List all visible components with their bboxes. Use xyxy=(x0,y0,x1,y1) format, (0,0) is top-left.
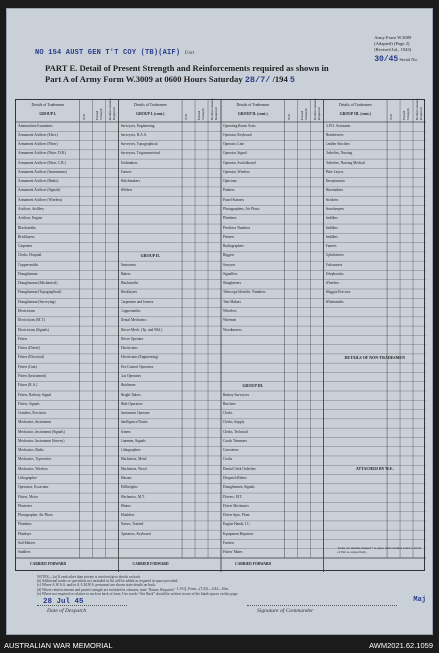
trade-row-label: Moulders xyxy=(120,513,135,518)
trade-row-label: Vulcanisers xyxy=(325,262,343,267)
signature-label: Signature of Commander xyxy=(257,608,314,614)
unit-typed: NO 154 AUST GEN T'T COY (TB)(AIF) xyxy=(35,49,181,57)
trade-row-label: Fitters, Motor xyxy=(18,494,38,499)
trade-row-label: Armament Artificer (Fitter, C.R.) xyxy=(18,160,66,165)
trade-row-label: Clerks, Supply xyxy=(223,420,245,425)
footer-accession: AWM2021.62.1059 xyxy=(369,641,433,650)
trade-row-label: Blacksmiths xyxy=(120,281,139,286)
trade-row-label: Operator, Switchboard xyxy=(223,160,256,165)
trade-row-label: Operators, Excavator xyxy=(18,485,49,490)
trade-row-label: Bricklayers xyxy=(18,234,35,239)
trade-row-label: Equipment Repairers xyxy=(223,531,254,536)
trade-row-label: Pastel Stainers xyxy=(223,197,245,202)
trade-row-label: Blacksmiths xyxy=(18,225,36,230)
trade-row-label: Fitters xyxy=(18,336,28,341)
trade-row-label: Saddlers xyxy=(325,216,338,221)
trade-row-label: Engine Hands, I.C. xyxy=(223,522,251,527)
column-heading: Details of Tradesmen xyxy=(134,103,167,107)
trade-row-label: Electricians xyxy=(120,346,138,351)
trade-row-label: Coppersmiths xyxy=(120,309,141,314)
trade-row-label: Orderlies, Nursing xyxy=(325,151,353,156)
trade-row-label: Driver-Mech. (Tp. and Wkl.) xyxy=(120,327,163,332)
trade-row-label: Strickers xyxy=(325,197,339,202)
trade-row-label: Butchers xyxy=(223,401,236,406)
trade-row-label: Leather Stitchers xyxy=(325,142,350,147)
trade-row-label: Surveyors, Engineering xyxy=(120,123,155,128)
trade-row-label: Draughtsman xyxy=(18,271,38,276)
trade-row-label: Armament Artificer (Wireless) xyxy=(18,197,63,202)
trade-row-label: Printers xyxy=(223,234,235,239)
trade-row-label: Concreters xyxy=(223,448,239,453)
trade-row-label: Radiographers xyxy=(223,244,244,249)
vertical-column-heading: Posted Strength xyxy=(197,108,206,120)
trade-row-label: Fitters (Electrical) xyxy=(18,355,45,360)
vertical-column-heading: Posted Strength xyxy=(299,108,308,120)
trade-row-label: Lithographers xyxy=(120,448,141,453)
trade-row-label: Riggers xyxy=(223,253,235,258)
vertical-column-heading: W.E. xyxy=(286,113,291,120)
trade-row-label: Opticians xyxy=(223,179,237,184)
serial-label: Serial No. xyxy=(399,57,418,62)
trade-row-label: Fitters' Mates xyxy=(223,550,243,555)
non-tradesmen-heading: DETAILS OF NON-TRADESMEN xyxy=(344,354,405,360)
note-line: NOTES.—(a) If rank other than private is involved give details on back. xyxy=(37,575,142,579)
trade-row-label: Cooks xyxy=(223,457,233,462)
vertical-column-heading: Reinforcements Required xyxy=(312,98,321,120)
trade-row-label: Saddlers xyxy=(325,225,338,230)
signature-line xyxy=(247,605,397,606)
trade-row-label: Signallers xyxy=(223,271,238,276)
trade-row-label: Wiremen xyxy=(223,318,237,323)
notes-block xyxy=(37,575,387,596)
unit-field xyxy=(35,49,194,57)
footer-institution: AUSTRALIAN WAR MEMORIAL xyxy=(4,641,113,650)
trade-row-label: Joiners xyxy=(120,429,131,434)
trade-row-label: Telephonists xyxy=(325,271,344,276)
trade-row-label: Miners xyxy=(120,503,131,508)
trade-row-label: Mechanics, Instrument (Signals) xyxy=(18,429,65,434)
trade-row-label: Turners xyxy=(120,169,132,174)
trade-row-label: Surveyors, R.A.A. xyxy=(120,132,148,137)
title-line-2: Part A of Army Form W.3009 at 0600 Hours Saturday xyxy=(45,73,243,84)
trade-row-label: Hutchmen xyxy=(120,383,136,388)
trade-row-label: Tent Makers xyxy=(223,299,242,304)
trade-row-label: Gas Operators xyxy=(120,373,142,378)
trade-row-label: Machinists, Metal xyxy=(120,457,147,462)
archive-footer xyxy=(0,639,439,653)
trade-row-label: Mechanics, Typewriter xyxy=(18,457,52,462)
trade-row-label: Saddlers xyxy=(18,550,31,555)
strength-table xyxy=(15,99,425,571)
page-title xyxy=(45,63,415,85)
trade-row-label: Grinders, Precision xyxy=(18,411,46,416)
trade-row-label: Turners xyxy=(325,244,337,249)
print-reference: L.H.Q. Form—(7/43)—2/44—10m. xyxy=(177,587,230,591)
trade-row-label: Plate Layers xyxy=(325,169,344,174)
despatch-date-typed: 28 Jul 45 xyxy=(43,598,84,606)
trade-row-label: Welders xyxy=(120,188,133,193)
trade-row-label: Armament Artificer (Instruments) xyxy=(18,169,67,174)
trade-row-label: Operator, Line xyxy=(223,142,245,147)
trade-row-label: Wheelers xyxy=(325,281,340,286)
group-heading: GROUP III. (cont.) xyxy=(339,112,371,116)
trade-row-label: Despatch Riders xyxy=(223,476,247,480)
trade-row-label: Height Takers xyxy=(120,392,141,397)
vertical-column-heading: Posted Strength xyxy=(94,108,103,120)
trade-row-label: Operator, Keyboard xyxy=(223,132,252,137)
vertical-column-heading: Reinforcements Required xyxy=(415,98,424,120)
form-revised: (Revised Jul., 1943) xyxy=(374,47,412,52)
trade-row-label: Storekeepers xyxy=(325,206,345,211)
trade-row-label: Sail Makers xyxy=(18,540,36,545)
note-line: (b) Additional trades or specialists not included in list will be added as required in space provided. xyxy=(37,579,179,584)
trade-row-label: Fitters (R.A.) xyxy=(18,383,38,388)
trade-row-label: Artificer, Engine xyxy=(18,216,43,221)
trade-row-label: Surveyors, Topographical xyxy=(120,142,158,147)
trade-row-label: Platelaye xyxy=(18,531,32,536)
trade-row-label: Fitters, Signals xyxy=(18,401,40,406)
trade-row-label: Operators, Keyboard xyxy=(120,531,151,536)
trade-row-label: Nurses, Trained xyxy=(120,522,144,527)
trade-row-label: Orderlies, Nursing Medical xyxy=(325,160,365,165)
unit-label: Unit xyxy=(184,51,195,56)
year-typed: 5 xyxy=(289,74,296,85)
trade-row-label: Shoemakers xyxy=(325,188,344,193)
trade-row-label: Plumbers xyxy=(223,216,237,221)
trade-row-label: Saddlers xyxy=(325,234,338,239)
trade-row-label: Draughtsman (Surveying) xyxy=(18,299,56,304)
vertical-column-heading: W.E. xyxy=(389,113,394,120)
trade-row-label: Coppersmiths xyxy=(18,262,38,267)
trade-row-label: Dental Mechanics xyxy=(120,318,147,323)
trade-row-label: Electricians (Engineering) xyxy=(120,355,159,360)
trade-row-label: Upholsterers xyxy=(325,253,344,258)
trade-row-label: Plasterers xyxy=(18,503,32,508)
vertical-column-heading: W.E. xyxy=(184,113,189,120)
form-sheet xyxy=(6,8,433,635)
trade-row-label: Machinists, Wood xyxy=(120,466,147,471)
trade-row-label: Mechanics, Radio xyxy=(18,448,44,453)
trade-row-label: Coach Trimmers xyxy=(223,438,248,443)
trade-row-label: Electricians (M.T.) xyxy=(18,318,46,323)
trade-row-label: Bricklayers xyxy=(120,290,138,295)
vertical-column-heading: Posted Strength xyxy=(402,108,411,120)
group-heading: GROUP II. xyxy=(140,253,160,259)
trade-row-label: Plumbers xyxy=(18,522,32,527)
trade-row-label: Receptionists xyxy=(325,179,345,184)
note-line: (e) Where not required or relative to each on back of form. Use words “See Back” should be written in one of the blank spaces on this page. xyxy=(37,591,239,596)
carried-forward-label: CARRIED FORWARD xyxy=(30,562,67,566)
trade-row-label: Armament Artificer (Radio) xyxy=(18,179,59,184)
trade-row-label: Clerks, Hospital xyxy=(18,253,42,258)
attached-heading: ATTACHED BY W.E. xyxy=(355,466,394,472)
trade-row-label: Artificer, Artillery xyxy=(18,206,45,211)
trade-row-label: Driver Spec. Plant xyxy=(223,513,250,518)
group-heading: GROUP I. (cont.) xyxy=(136,112,165,116)
trade-row-label: Predictor Numbers xyxy=(223,225,251,230)
vertical-column-heading: W.E. xyxy=(81,113,86,120)
trade-row-label: Photographer, Air Photo xyxy=(18,513,53,518)
trade-row-label: Armament Artificer (Elect.) xyxy=(18,132,59,137)
trade-row-label: Intelligence Duties xyxy=(120,420,148,425)
carried-forward-label: Totals of columns marked * to agree with columns 4 and 5, and 8 of Part A, respectively. xyxy=(337,546,421,554)
trade-row-label: Operator, Signal xyxy=(223,151,247,156)
trade-row-label: Armament Artificer (Fitter, D.R.) xyxy=(18,151,66,156)
trade-row-label: Watchmakers xyxy=(120,179,140,184)
trade-row-label: Clerks, Technical xyxy=(223,429,249,434)
carried-forward-label: CARRIED FORWARD xyxy=(235,562,272,566)
trade-row-label: Armourers xyxy=(120,262,137,267)
trade-row-label: Waggon Erectors xyxy=(325,290,351,295)
trade-row-label: Ammunition Examiners xyxy=(18,123,53,128)
trade-row-label: Hairdressers xyxy=(325,132,344,137)
trade-row-label: Operator, Wireless xyxy=(223,169,250,174)
trade-row-label: Carpenter xyxy=(18,244,33,249)
form-identifier xyxy=(374,35,418,63)
trade-row-label: Draughtsmen, Signals xyxy=(223,485,255,490)
carried-forward-label: CARRIED FORWARD xyxy=(132,562,169,566)
column-heading: Details of Tradesmen xyxy=(339,103,372,107)
trade-row-label: Fire Control Operators xyxy=(120,364,154,369)
trade-row-label: Electricians (Signals) xyxy=(18,327,49,332)
trade-row-label: Drivers, M.T. xyxy=(223,494,243,499)
trade-row-label: Surveyors, Trigonometrical xyxy=(120,151,161,156)
trade-row-label: G.P.O. Assistants xyxy=(325,123,351,128)
trade-row-label: Whitesmiths xyxy=(325,299,344,304)
trade-row-label: Carpenters and Joiners xyxy=(120,299,154,304)
trade-row-label: Photographers, Air Photo xyxy=(223,206,260,211)
trade-row-label: Sawyers xyxy=(223,262,236,267)
trade-row-label: Draughtsman (Mechanical) xyxy=(18,281,58,286)
trade-row-label: Mechanics, Instrument xyxy=(18,420,51,425)
trade-row-label: Electricians xyxy=(18,309,35,314)
trade-row-label: Dental Clerk Orderlies xyxy=(223,466,256,471)
trade-row-label: Painters xyxy=(223,188,235,193)
trade-row-label: Hide Operators xyxy=(120,401,143,406)
trade-row-label: Masons xyxy=(120,476,132,480)
title-line-1: PART E. Detail of Present Strength and Reinforcements required as shown in xyxy=(45,63,329,73)
trade-row-label: Woodturners xyxy=(223,327,242,332)
group-heading: GROUP I. xyxy=(39,112,57,116)
year-prefix: /194 xyxy=(272,73,288,84)
trade-row-label: Fitters, Railway Signal xyxy=(18,392,52,397)
trade-row-label: Mechanics, Instrument (Survey) xyxy=(18,438,65,443)
date-typed: 28/7/ xyxy=(244,74,271,85)
trade-row-label: Millwrights xyxy=(120,485,138,490)
trade-row-label: Linemen, Signals xyxy=(120,438,146,443)
column-heading: Details of Tradesmen xyxy=(236,103,270,107)
group-heading: GROUP III. xyxy=(242,383,264,389)
note-line: (c) Where A.W.A.S. and/or A.A.M.W.S. personnel are shown state details on back. xyxy=(37,583,156,588)
trade-row-label: Fitters (Diesel) xyxy=(18,346,40,351)
serial-typed: 30/45 xyxy=(374,55,399,64)
trade-row-label: Instrument Operator xyxy=(120,411,150,416)
trade-row-label: Armament Artificer (Signals) xyxy=(18,188,61,193)
trade-row-label: Armament Artificer (Fitter) xyxy=(18,142,58,147)
trade-row-label: Bakers xyxy=(120,271,131,276)
trade-row-label: Toolmakers xyxy=(120,160,138,165)
despatch-date-label: Date of Despatch xyxy=(47,608,87,614)
trade-row-label: Telescope Identific. Numbers xyxy=(223,290,266,295)
trade-row-label: Draughtsman (Topographical) xyxy=(18,290,62,295)
trade-row-label: Mechanics, M.T. xyxy=(120,494,145,499)
trade-row-label: Mechanics, Wireless xyxy=(18,466,48,471)
trade-row-label: Battery Surveyors xyxy=(223,392,250,397)
trade-row-label: Wheelers xyxy=(223,309,237,314)
trade-row-label: Clerks xyxy=(223,411,233,416)
form-adapted: (Adapted) (Page 2) xyxy=(374,41,410,46)
trade-row-label: Operating Room Assts. xyxy=(223,123,257,128)
vertical-column-heading: Reinforcements Required xyxy=(107,98,116,120)
vertical-column-heading: Reinforcements Required xyxy=(210,98,219,120)
trade-row-label: Fitters (Instrument) xyxy=(18,373,47,378)
group-heading: GROUP II. (cont.) xyxy=(237,112,268,116)
signature-typed: Maj xyxy=(413,596,426,604)
trade-row-label: Slaughterers xyxy=(223,281,241,286)
trade-row-label: Driver Operator xyxy=(120,336,144,341)
trade-row-label: Farriers xyxy=(223,540,235,545)
trade-row-label: Driver Mechanics xyxy=(223,503,249,508)
trade-row-label: Lithographer xyxy=(18,476,37,480)
note-line: (d) Where reinforcements and posted strength are included in columns, state ‘Nature, Required.’ xyxy=(37,587,176,592)
column-heading: Details of Tradesmen xyxy=(31,103,65,107)
form-name: Army Form W.3009 xyxy=(374,35,412,40)
trade-row-label: Fitters (Gun) xyxy=(18,364,37,369)
